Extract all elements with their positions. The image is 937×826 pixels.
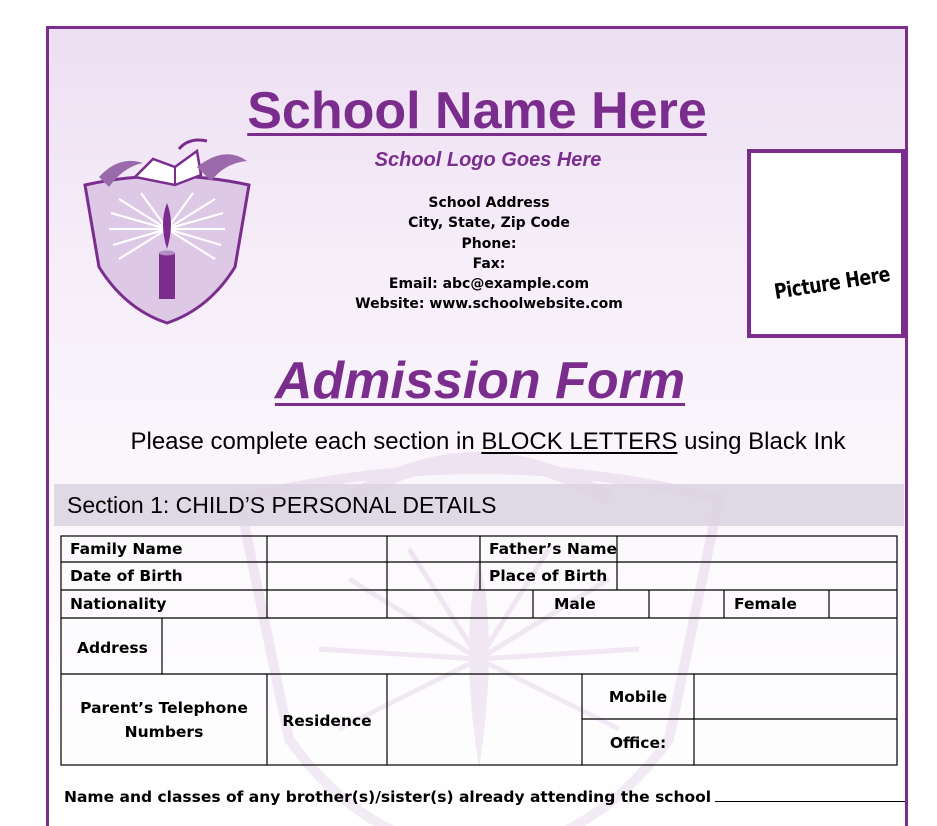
female-checkbox[interactable] [830, 591, 896, 617]
siblings-question [64, 787, 908, 806]
school-logo-caption: School Logo Goes Here [374, 149, 602, 171]
address-line: City, State, Zip Code [408, 215, 570, 232]
fathers-name-input[interactable] [618, 537, 896, 562]
label-parents-telephone [61, 696, 267, 744]
label-place-of-birth: Place of Birth [489, 567, 608, 585]
residence-phone-input[interactable] [388, 675, 581, 764]
siblings-prompt: Name and classes of any brother(s)/sister(s) already attending the school [64, 788, 712, 806]
label-address: Address [77, 639, 148, 657]
instructions-text-end: using Black Ink [677, 428, 846, 455]
form-title: Admission Form [274, 352, 686, 410]
instructions-text: Please complete each section in [130, 428, 482, 455]
instructions-emphasis: BLOCK LETTERS [481, 428, 678, 455]
label-family-name: Family Name [70, 540, 183, 558]
admission-form-page [46, 26, 908, 826]
photo-placeholder-label: Picture Here [772, 262, 892, 304]
label-female: Female [734, 595, 797, 613]
family-name-input[interactable] [268, 537, 386, 562]
siblings-input[interactable] [715, 787, 908, 802]
nationality-input[interactable] [268, 591, 532, 617]
label-male: Male [554, 595, 596, 613]
address-input[interactable] [163, 619, 896, 673]
date-of-birth-input[interactable] [268, 563, 386, 589]
place-of-birth-input[interactable] [618, 563, 896, 589]
office-phone-input[interactable] [695, 720, 896, 764]
label-parents-telephone-line2: Numbers [124, 723, 204, 741]
address-line: Phone: [461, 235, 517, 252]
address-line: School Address [428, 195, 550, 211]
address-line: Website: www.schoolwebsite.com [355, 296, 623, 313]
male-checkbox[interactable] [650, 591, 723, 617]
label-parents-telephone-line1: Parent’s Telephone [80, 699, 248, 717]
mobile-phone-input[interactable] [695, 675, 896, 718]
label-date-of-birth: Date of Birth [70, 567, 183, 585]
label-nationality: Nationality [70, 595, 167, 613]
label-fathers-name: Father’s Name [489, 540, 617, 558]
label-mobile: Mobile [608, 688, 668, 706]
school-name: School Name Here [247, 82, 707, 140]
section-1-title: Section 1: CHILD’S PERSONAL DETAILS [67, 492, 497, 518]
address-line: Email: abc@example.com [388, 276, 590, 293]
label-residence: Residence [282, 712, 372, 730]
address-line: Fax: [472, 255, 506, 272]
label-office: Office: [609, 734, 667, 752]
